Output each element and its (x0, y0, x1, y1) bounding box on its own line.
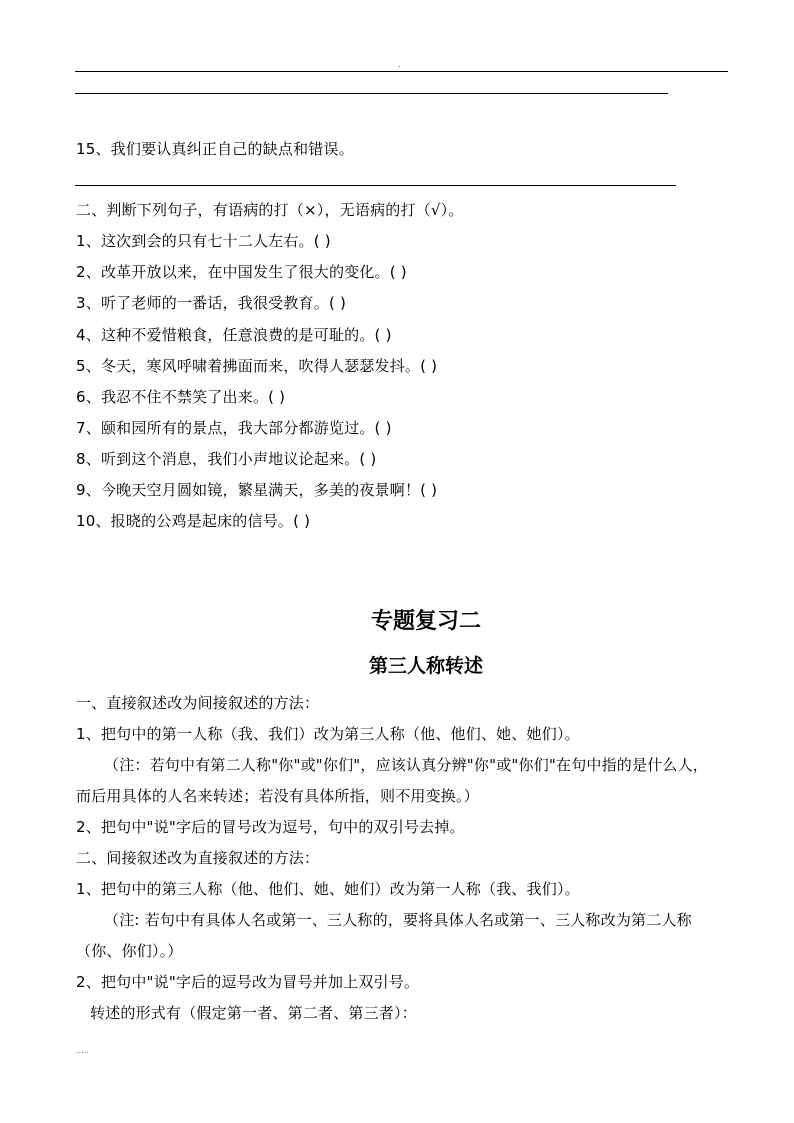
list-item: 4、这种不爱惜粮食，任意浪费的是可耻的。( ) (76, 326, 392, 344)
list-item: 3、听了老师的一番话，我很受教育。( ) (76, 294, 347, 312)
body-note: （你、你们）。） (76, 942, 183, 960)
list-item: 2、改革开放以来，在中国发生了很大的变化。( ) (76, 263, 407, 281)
list-item: 5、冬天，寒风呼啸着拂面而来，吹得人瑟瑟发抖。( ) (76, 357, 438, 375)
list-item: 6、我忍不住不禁笑了出来。( ) (76, 388, 286, 406)
body-note: （注: 若句中有具体人名或第一、三人称的，要将具体人名或第一、三人称改为第二人称 (104, 911, 692, 929)
body-note: （注：若句中有第二人称"你"或"你们"，应该认真分辨"你"或"你们"在句中指的是什么人， (104, 756, 708, 774)
list-item: 7、颐和园所有的景点，我大部分都游览过。( ) (76, 419, 392, 437)
answer-line (75, 93, 668, 94)
list-item: 8、听到这个消息，我们小声地议论起来。( ) (76, 450, 377, 468)
body-heading: 一、直接叙述改为间接叙述的方法： (76, 694, 320, 712)
body-note: 而后用具体的人名来转述；若没有具体所指，则不用变换。） (76, 787, 479, 805)
page-subtitle: 第三人称转述 (368, 655, 483, 677)
page-title: 专题复习二 (370, 608, 481, 634)
body-paragraph: 转述的形式有（假定第一者、第二者、第三者）： (90, 1004, 417, 1022)
header-rule (75, 71, 728, 72)
question-15: 15、我们要认真纠正自己的缺点和错误。 (76, 140, 354, 158)
answer-line (75, 185, 676, 186)
list-item: 1、这次到会的只有七十二人左右。( ) (76, 232, 331, 250)
list-item: 10、报晓的公鸡是起床的信号。( ) (76, 512, 311, 530)
section-heading: 二、判断下列句子，有语病的打（×），无语病的打（√）。 (76, 201, 464, 219)
footer-mark: ..... (76, 1046, 89, 1055)
body-paragraph: 2、把句中"说"字后的逗号改为冒号并加上双引号。 (76, 973, 420, 991)
header-mark: . (398, 60, 401, 69)
body-heading: 二、间接叙述改为直接叙述的方法： (76, 849, 320, 867)
body-paragraph: 1、把句中的第三人称（他、他们、她、她们）改为第一人称（我、我们）。 (76, 880, 580, 898)
list-item: 9、今晚天空月圆如镜，繁星满天，多美的夜景啊！( ) (76, 481, 438, 499)
body-paragraph: 2、把句中"说"字后的冒号改为逗号，句中的双引号去掉。 (76, 818, 465, 836)
body-paragraph: 1、把句中的第一人称（我、我们）改为第三人称（他、他们、她、她们）。 (76, 725, 580, 743)
